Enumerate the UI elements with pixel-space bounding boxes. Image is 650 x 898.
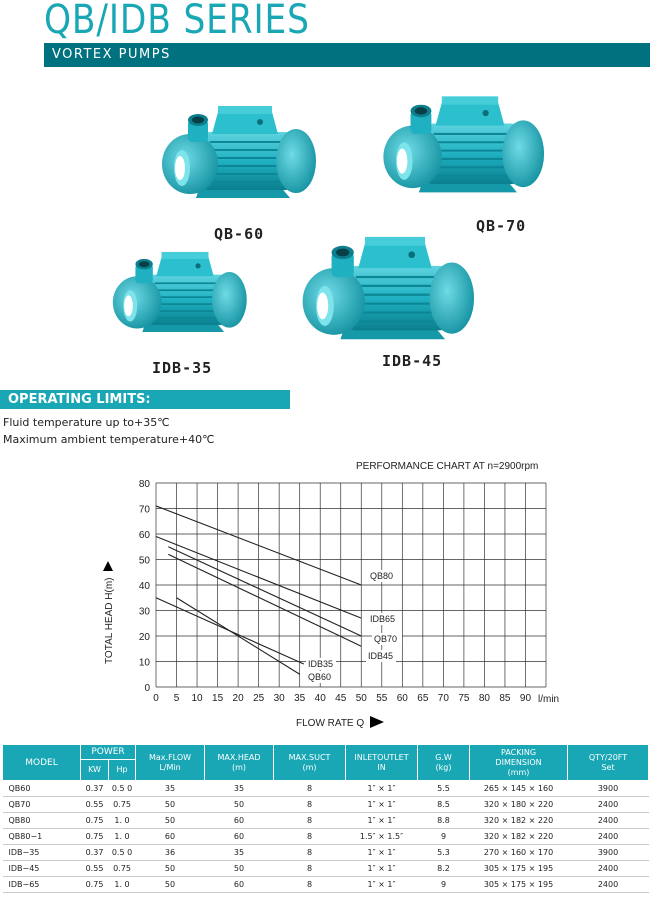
x-tick-label: 90 (519, 693, 532, 704)
cell-kw: 0.75 (81, 813, 109, 829)
ambient-temperature-limit: Maximum ambient temperature+40℃ (3, 433, 215, 446)
y-tick-label: 0 (144, 683, 150, 694)
table-row (3, 813, 649, 829)
pump-image-qb-70 (380, 88, 560, 208)
cell-dim: 270 × 160 × 170 (470, 845, 568, 861)
header-max-suct (274, 745, 346, 781)
table-row (3, 829, 649, 845)
header-gw-unit: (kg) (435, 762, 452, 772)
cell-hp: 1. 0 (109, 813, 136, 829)
cell-io: 1″ × 1″ (346, 797, 418, 813)
cell-dim: 265 × 145 × 160 (470, 781, 568, 797)
cell-model: IDB−35 (3, 845, 81, 861)
header-max-head-label: MAX.HEAD (217, 752, 261, 762)
header-qty-label: QTY/20FT (588, 752, 628, 762)
cell-dim: 320 × 180 × 220 (470, 797, 568, 813)
cell-model: QB60 (3, 781, 81, 797)
x-tick-label: 50 (355, 693, 367, 704)
cell-suct: 8 (274, 861, 346, 877)
cell-suct: 8 (274, 813, 346, 829)
y-tick-label: 70 (138, 504, 150, 516)
cell-io: 1.5″ × 1.5″ (346, 829, 418, 845)
header-max-head (205, 745, 274, 781)
product-label-qb-70: QB-70 (476, 217, 527, 235)
cell-gw: 5.5 (418, 781, 470, 797)
x-axis-title: FLOW RATE Q (296, 718, 365, 729)
header-max-suct-unit: (m) (302, 762, 317, 772)
header-gw-label: G.W (435, 752, 452, 762)
chart-grid (156, 483, 546, 687)
cell-flow: 36 (136, 845, 205, 861)
cell-suct: 8 (274, 781, 346, 797)
cell-model: QB80−1 (3, 829, 81, 845)
y-tick-label: 50 (138, 555, 150, 567)
cell-gw: 8.5 (418, 797, 470, 813)
cell-kw: 0.75 (81, 829, 109, 845)
header-kw: KW (81, 760, 109, 781)
cell-flow: 50 (136, 797, 205, 813)
header-max-flow-label: Max.FLOW (148, 752, 192, 762)
header-packing-unit: (mm) (507, 767, 530, 777)
header-gw (418, 745, 470, 781)
product-label-idb-45: IDB-45 (382, 352, 443, 370)
cell-hp: 1. 0 (109, 877, 136, 893)
performance-chart (0, 452, 650, 737)
x-tick-label: 55 (376, 693, 388, 704)
pump-image-qb-60 (160, 98, 330, 213)
y-tick-label: 10 (138, 657, 150, 669)
x-tick-label: 10 (191, 693, 203, 704)
x-tick-label: 85 (499, 693, 511, 704)
cell-hp: 1. 0 (109, 829, 136, 845)
cell-flow: 50 (136, 861, 205, 877)
product-label-qb-60: QB-60 (214, 225, 265, 243)
chart-title: PERFORMANCE CHART AT n=2900rpm (356, 461, 539, 472)
cell-head: 60 (205, 829, 274, 845)
header-model: MODEL (3, 745, 81, 781)
header-power: POWER (81, 745, 136, 760)
series-label-qb80: QB80 (370, 571, 394, 581)
cell-kw: 0.37 (81, 845, 109, 861)
cell-dim: 305 × 175 × 195 (470, 861, 568, 877)
x-tick-label: 25 (253, 693, 265, 704)
x-tick-label: 60 (396, 693, 408, 704)
x-tick-label: 65 (417, 693, 429, 704)
header-max-flow (136, 745, 205, 781)
y-axis-arrow-icon (103, 561, 113, 571)
series-label-idb45: IDB45 (368, 651, 394, 661)
series-label-qb70: QB70 (374, 634, 398, 644)
cell-gw: 8.8 (418, 813, 470, 829)
x-tick-label: 35 (294, 693, 306, 704)
cell-gw: 5.3 (418, 845, 470, 861)
cell-head: 35 (205, 781, 274, 797)
cell-head: 35 (205, 845, 274, 861)
cell-qty: 2400 (568, 829, 649, 845)
cell-suct: 8 (274, 877, 346, 893)
cell-head: 60 (205, 813, 274, 829)
header-qty-unit: Set (601, 762, 615, 772)
cell-qty: 2400 (568, 877, 649, 893)
x-tick-label: 45 (335, 693, 347, 704)
cell-qty: 2400 (568, 797, 649, 813)
cell-head: 50 (205, 861, 274, 877)
x-tick-label: 75 (458, 693, 470, 704)
cell-qty: 2400 (568, 861, 649, 877)
y-tick-label: 40 (138, 581, 150, 592)
header-packing-label: PACKING (501, 747, 537, 757)
header-packing (470, 745, 568, 781)
cell-io: 1″ × 1″ (346, 813, 418, 829)
cell-kw: 0.75 (81, 877, 109, 893)
y-tick-label: 30 (138, 606, 150, 618)
cell-qty: 3900 (568, 845, 649, 861)
cell-suct: 8 (274, 829, 346, 845)
series-label-idb35: IDB35 (308, 659, 334, 669)
x-tick-label: 15 (212, 693, 224, 704)
header-packing-label-2: DIMENSION (495, 757, 542, 767)
cell-dim: 305 × 175 × 195 (470, 877, 568, 893)
cell-io: 1″ × 1″ (346, 845, 418, 861)
header-max-suct-label: MAX.SUCT (288, 752, 331, 762)
cell-kw: 0.55 (81, 861, 109, 877)
series-label-idb65: IDB65 (370, 614, 396, 624)
cell-model: IDB−45 (3, 861, 81, 877)
cell-model: IDB−65 (3, 877, 81, 893)
subtitle-bar: VORTEX PUMPS (44, 43, 650, 67)
x-axis-arrow-icon (370, 716, 384, 728)
cell-gw: 8.2 (418, 861, 470, 877)
x-tick-label: 30 (273, 693, 285, 704)
cell-qty: 3900 (568, 781, 649, 797)
cell-model: QB80 (3, 813, 81, 829)
cell-dim: 320 × 182 × 220 (470, 813, 568, 829)
x-tick-label: 80 (478, 693, 490, 704)
table-row (3, 845, 649, 861)
cell-flow: 50 (136, 813, 205, 829)
x-tick-label: 70 (437, 693, 449, 704)
cell-head: 50 (205, 797, 274, 813)
x-unit-label: l/min (538, 694, 560, 705)
cell-flow: 35 (136, 781, 205, 797)
cell-hp: 0.75 (109, 797, 136, 813)
y-tick-label: 60 (138, 530, 150, 541)
table-row (3, 781, 649, 797)
cell-kw: 0.37 (81, 781, 109, 797)
y-axis-title: TOTAL HEAD H(m) (104, 577, 115, 664)
x-tick-label: 20 (232, 693, 244, 704)
x-tick-label: 40 (314, 693, 326, 704)
cell-flow: 60 (136, 829, 205, 845)
header-inlet-outlet (346, 745, 418, 781)
pump-image-idb-45 (300, 228, 490, 356)
x-tick-label: 0 (153, 693, 159, 704)
chart-ticks (139, 479, 532, 704)
cell-suct: 8 (274, 797, 346, 813)
table-row (3, 861, 649, 877)
cell-hp: 0.5 0 (109, 845, 136, 861)
cell-hp: 0.75 (109, 861, 136, 877)
table-row (3, 797, 649, 813)
cell-suct: 8 (274, 845, 346, 861)
header-qty (568, 745, 649, 781)
cell-model: QB70 (3, 797, 81, 813)
cell-io: 1″ × 1″ (346, 861, 418, 877)
header-max-flow-unit: L/Min (159, 762, 181, 772)
cell-flow: 50 (136, 877, 205, 893)
cell-gw: 9 (418, 829, 470, 845)
header-max-head-unit: (m) (231, 762, 247, 772)
y-tick-label: 20 (138, 632, 150, 643)
header-hp: Hp (109, 760, 136, 781)
y-tick-label: 80 (138, 479, 150, 490)
fluid-temperature-limit: Fluid temperature up to+35℃ (3, 416, 170, 429)
cell-io: 1″ × 1″ (346, 877, 418, 893)
cell-qty: 2400 (568, 813, 649, 829)
cell-dim: 320 × 182 × 220 (470, 829, 568, 845)
series-label-qb60: QB60 (308, 672, 332, 682)
table-row (3, 877, 649, 893)
cell-gw: 9 (418, 877, 470, 893)
operating-limits-heading: OPERATING LIMITS: (0, 390, 290, 409)
header-inlet-outlet-label: INLETOUTLET (354, 752, 409, 762)
cell-head: 60 (205, 877, 274, 893)
header-inlet-outlet-unit: IN (377, 762, 386, 772)
cell-hp: 0.5 0 (109, 781, 136, 797)
pump-image-idb-35 (110, 245, 260, 345)
product-label-idb-35: IDB-35 (152, 359, 213, 377)
cell-kw: 0.55 (81, 797, 109, 813)
specification-table (2, 744, 649, 893)
series-title: QB/IDB SERIES (44, 0, 310, 43)
x-tick-label: 5 (173, 693, 180, 704)
cell-io: 1″ × 1″ (346, 781, 418, 797)
